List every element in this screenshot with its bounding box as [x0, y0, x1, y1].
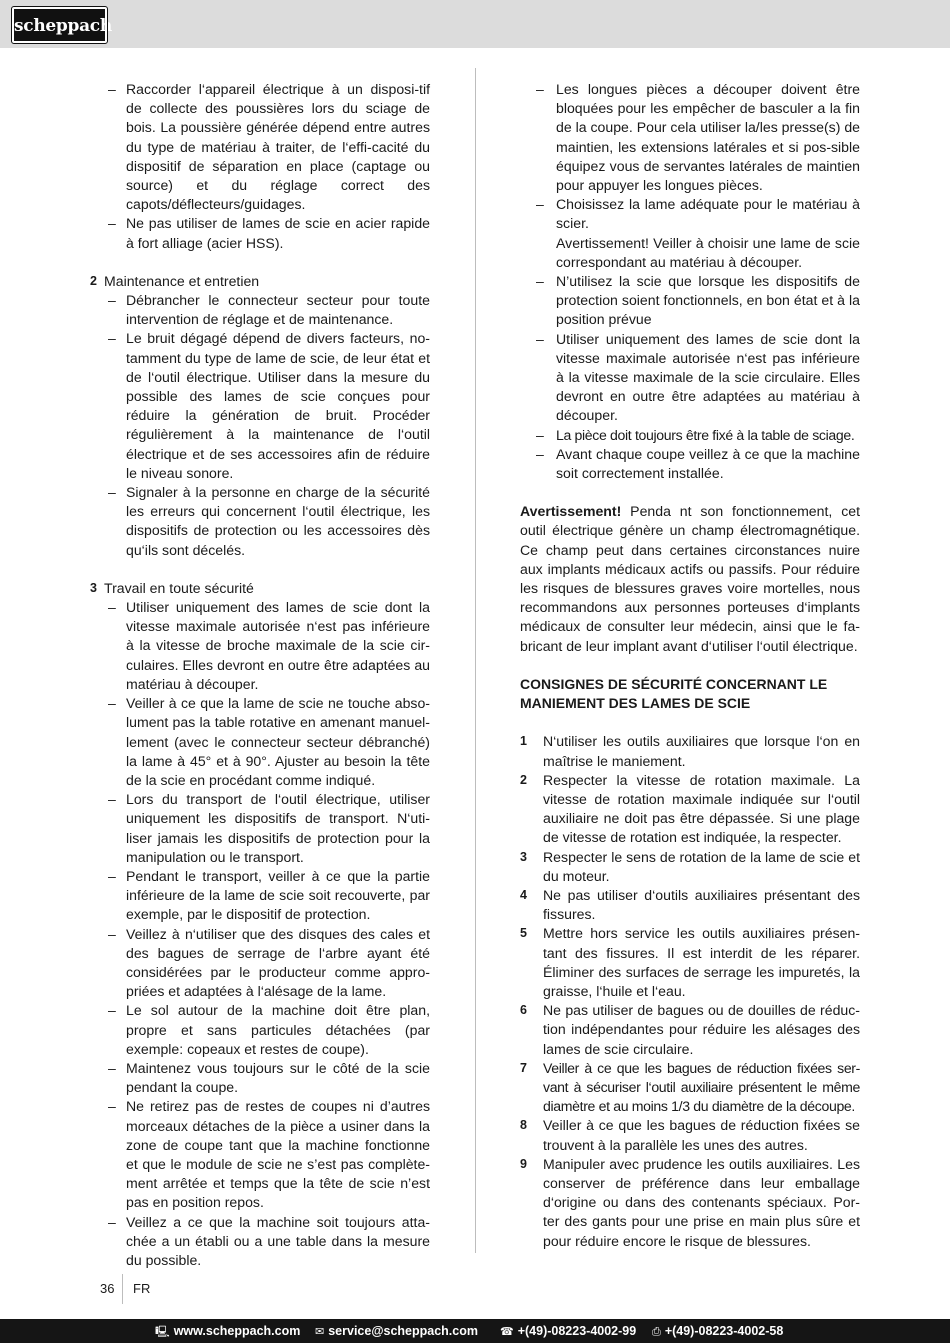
item-number: 1: [520, 734, 527, 749]
list-item: – Débrancher le connecteur secteur pour toute intervention de réglage et de maintenance.: [90, 291, 430, 329]
item-number: 7: [520, 1060, 527, 1075]
numbered-item: [520, 1059, 860, 1117]
section-heading: CONSIGNES DE SÉCURITÉ CONCERNANT LE MANIEMENT DES LAMES DE SCIE: [520, 675, 828, 712]
section-safe-work: [90, 579, 430, 598]
item-text: N‘utiliser les outils auxiliaires que lorsque l‘on en maîtrise le maniement.: [543, 733, 860, 769]
list-item: – N’utilisez la scie que lorsque les dispositifs de protection soient fonctionnels, en bon état et à la position prévue: [520, 272, 860, 330]
list-item: – Maintenez vous toujours sur le côté de la scie pendant la coupe.: [90, 1059, 430, 1097]
header-bar: [0, 0, 950, 48]
numbered-item: [520, 732, 860, 770]
phone-icon: ☎: [500, 1326, 514, 1338]
list-item: – Ne pas utiliser de lames de scie en acier rapide à fort alliage (acier HSS).: [90, 214, 430, 252]
list-item: – Pendant le transport, veiller à ce que la partie inférieure de la lame de scie soit recouverte, par exemple, par le dispositif de protection.: [90, 867, 430, 925]
item-number: 9: [520, 1156, 527, 1171]
fax-text: +(49)-08223-4002-58: [664, 1324, 784, 1338]
numbered-item: [520, 1001, 860, 1059]
numbered-item: [520, 848, 860, 886]
list-item: – Veillez a ce que la machine soit toujours atta-chée a un établi ou a une table dans la mesure du possible.: [90, 1213, 430, 1271]
right-column: [520, 80, 860, 1251]
list-item: – Choisissez la lame adéquate pour le matériau à scier.: [520, 195, 860, 233]
numbered-item: [520, 924, 860, 1001]
list-item: – La pièce doit toujours être fixé à la table de sciage.: [520, 426, 860, 445]
item-text: Manipuler avec prudence les outils auxiliaires. Les conserver de préférence dans leur emballage d‘origine ou dans des contenants spéciaux. Por-ter des gants pour une prise en main plus sûre et pour réduire encore le risque de blessures.: [543, 1155, 860, 1249]
item-text: Mettre hors service les outils auxiliaires présen-tant des fissures. Il est interdit de les réparer. Éliminer des surfaces de serrage les impuretés, la graisse, l‘huile et l‘eau.: [543, 925, 860, 999]
list-item: – Raccorder l‘appareil électrique à un disposi-tif de collecte des poussières lors du sciage de bois. La poussière générée dépend entre autres du type de matériau à traiter, de l‘effi-cacité du dispositif de séparation en place (captage ou source) et du réglage correct des capots/déflecteurs/guidages.: [90, 80, 430, 214]
list-item: – Utiliser uniquement des lames de scie dont la vitesse maximale autorisée n‘est pas inférieure à la vitesse maximale de la scie circulaire. Elles devront en outre être adaptées au matériau à découper.: [520, 330, 860, 426]
list-item: – Lors du transport de l‘outil électrique, utiliser uniquement les dispositifs de transport. N‘uti-liser jamais les dispositifs de protection pour la manipulation ou le transport.: [90, 790, 430, 867]
item-text: Respecter le sens de rotation de la lame de scie et du moteur.: [543, 848, 860, 884]
item-number: 2: [520, 772, 527, 787]
website-link[interactable]: [155, 1319, 300, 1344]
list-item: – Utiliser uniquement des lames de scie dont la vitesse maximale autorisée n‘est pas inférieure à la vitesse de broche maximale de la scie cir-culaires. Elles devront en outre être adaptées au matériau à découper.: [90, 598, 430, 694]
emf-warning: [520, 502, 860, 656]
left-column: [90, 80, 430, 1270]
warning-text: Penda nt son fonctionnement, cet outil électrique génère un champ électromagnétique. Ce champ peut dans certaines circonstances nuire aux implants médicaux actifs ou passifs. Pour réduire les risques de blessures graves voire mortelles, nous recommandons aux personnes porteuses d‘implants médicaux de consulter leur médecin, ainsi que le fa-bricant de leur implant avant d‘utiliser l‘outil électrique.: [520, 503, 860, 654]
phone-text: +(49)-08223-4002-99: [517, 1324, 637, 1338]
numbered-item: [520, 771, 860, 848]
numbered-item: [520, 1155, 860, 1251]
item-text: Veiller à ce que les bagues de réduction fixées se trouvent à la parallèle les unes des autres.: [543, 1117, 860, 1153]
item-number: 3: [520, 849, 527, 864]
website-text: www.scheppach.com: [173, 1324, 301, 1338]
item-number: 8: [520, 1118, 527, 1133]
brand-logo: scheppach: [12, 7, 107, 43]
item-number: 4: [520, 887, 527, 902]
warning-label: Avertissement!: [520, 503, 622, 520]
footer-divider: [122, 1274, 123, 1304]
language-code: FR: [133, 1281, 151, 1296]
item-number: 5: [520, 926, 527, 941]
list-item-note: Avertissement! Veiller à choisir une lame de scie correspondant au matériau à découper.: [556, 234, 860, 270]
computer-icon: 🖳: [155, 1326, 170, 1338]
email-link[interactable]: [315, 1319, 478, 1344]
list-item: – Veiller à ce que la lame de scie ne touche abso-lument pas la table rotative en amenant manuel-lement (avec le connecteur secteur débranché) la lame à 45° et à 90°. Ajuster au besoin la tête de la scie en procédant comme indiqué.: [90, 694, 430, 790]
envelope-icon: ✉: [315, 1326, 325, 1338]
fax-icon: ⎙: [652, 1326, 661, 1338]
item-text: Ne pas utiliser de bagues ou de douilles de réduc-tion indépendantes pour réduire les alésages des lames de scie circulaire.: [543, 1002, 860, 1057]
page-number: 36: [100, 1281, 115, 1296]
phone-number: [500, 1319, 636, 1344]
section-number: 3: [90, 580, 97, 595]
list-item: – Les longues pièces a découper doivent être bloquées pour les empêcher de basculer a la fin de la coupe. Pour cela utiliser la/les presse(s) de maintien, les extensions latérales et si pos-sible équipez vous de servantes latérales de maintien pour appuyer les longues pièces.: [520, 80, 860, 195]
list-item: – Avant chaque coupe veillez à ce que la machine soit correctement installée.: [520, 445, 860, 483]
column-divider: [475, 68, 476, 1253]
fax-number: [652, 1319, 783, 1344]
list-item: – Veillez à n‘utiliser que des disques des cales et des bagues de serrage de l‘arbre ayant été considérées par le producteur comme appro-priées et adaptées à l‘alésage de la lame.: [90, 925, 430, 1002]
item-text: Ne pas utiliser d‘outils auxiliaires présentant des fissures.: [543, 886, 860, 923]
item-number: 6: [520, 1003, 527, 1018]
section-title: Maintenance et entretien: [104, 272, 260, 289]
item-text: Respecter la vitesse de rotation maximale. La vitesse de rotation maximale indiquée sur l‘outil auxiliaire ne doit pas être dépassée. Si une plage de vitesse de rotation est indiquée, la respecter.: [543, 771, 860, 846]
contact-bar: [0, 1319, 950, 1343]
section-number: 2: [90, 273, 97, 288]
list-item: – Le sol autour de la machine doit être plan, propre et sans particules détachées (par exemple: copeaux et restes de coupe).: [90, 1001, 430, 1059]
item-text: Veiller à ce que les bagues de réduction fixées ser-vant à sécuriser l‘outil auxiliaire présentent le même diamètre et au moins 1/3 du diamètre de la découpe.: [543, 1059, 860, 1115]
section-title: Travail en toute sécurité: [104, 579, 254, 596]
list-item: – Ne retirez pas de restes de coupes ni d’autres morceaux détaches de la pièce a usiner dans la zone de coupe tant que la machine fonctionne et que le module de scie ne s’est pas complète-ment arrêtée et temps que la tête de scie n’est pas en position repos.: [90, 1097, 430, 1212]
list-item: – Le bruit dégagé dépend de divers facteurs, no-tamment du type de lame de scie, de leur état et de l‘outil électrique. Utiliser dans la mesure du possible des lames de scie conçues pour réduire la génération de bruit. Procéder régulièrement à la maintenance de l‘outil électrique et de ses accessoires afin de réduire le niveau sonore.: [90, 329, 430, 483]
numbered-item: [520, 1116, 860, 1154]
section-maintenance: [90, 272, 430, 291]
email-text: service@scheppach.com: [328, 1324, 478, 1338]
numbered-item: [520, 886, 860, 924]
list-item: – Signaler à la personne en charge de la sécurité les erreurs qui concernent l‘outil électrique, les dispositifs de protection ou les accessoires dès qu‘ils sont décelés.: [90, 483, 430, 560]
